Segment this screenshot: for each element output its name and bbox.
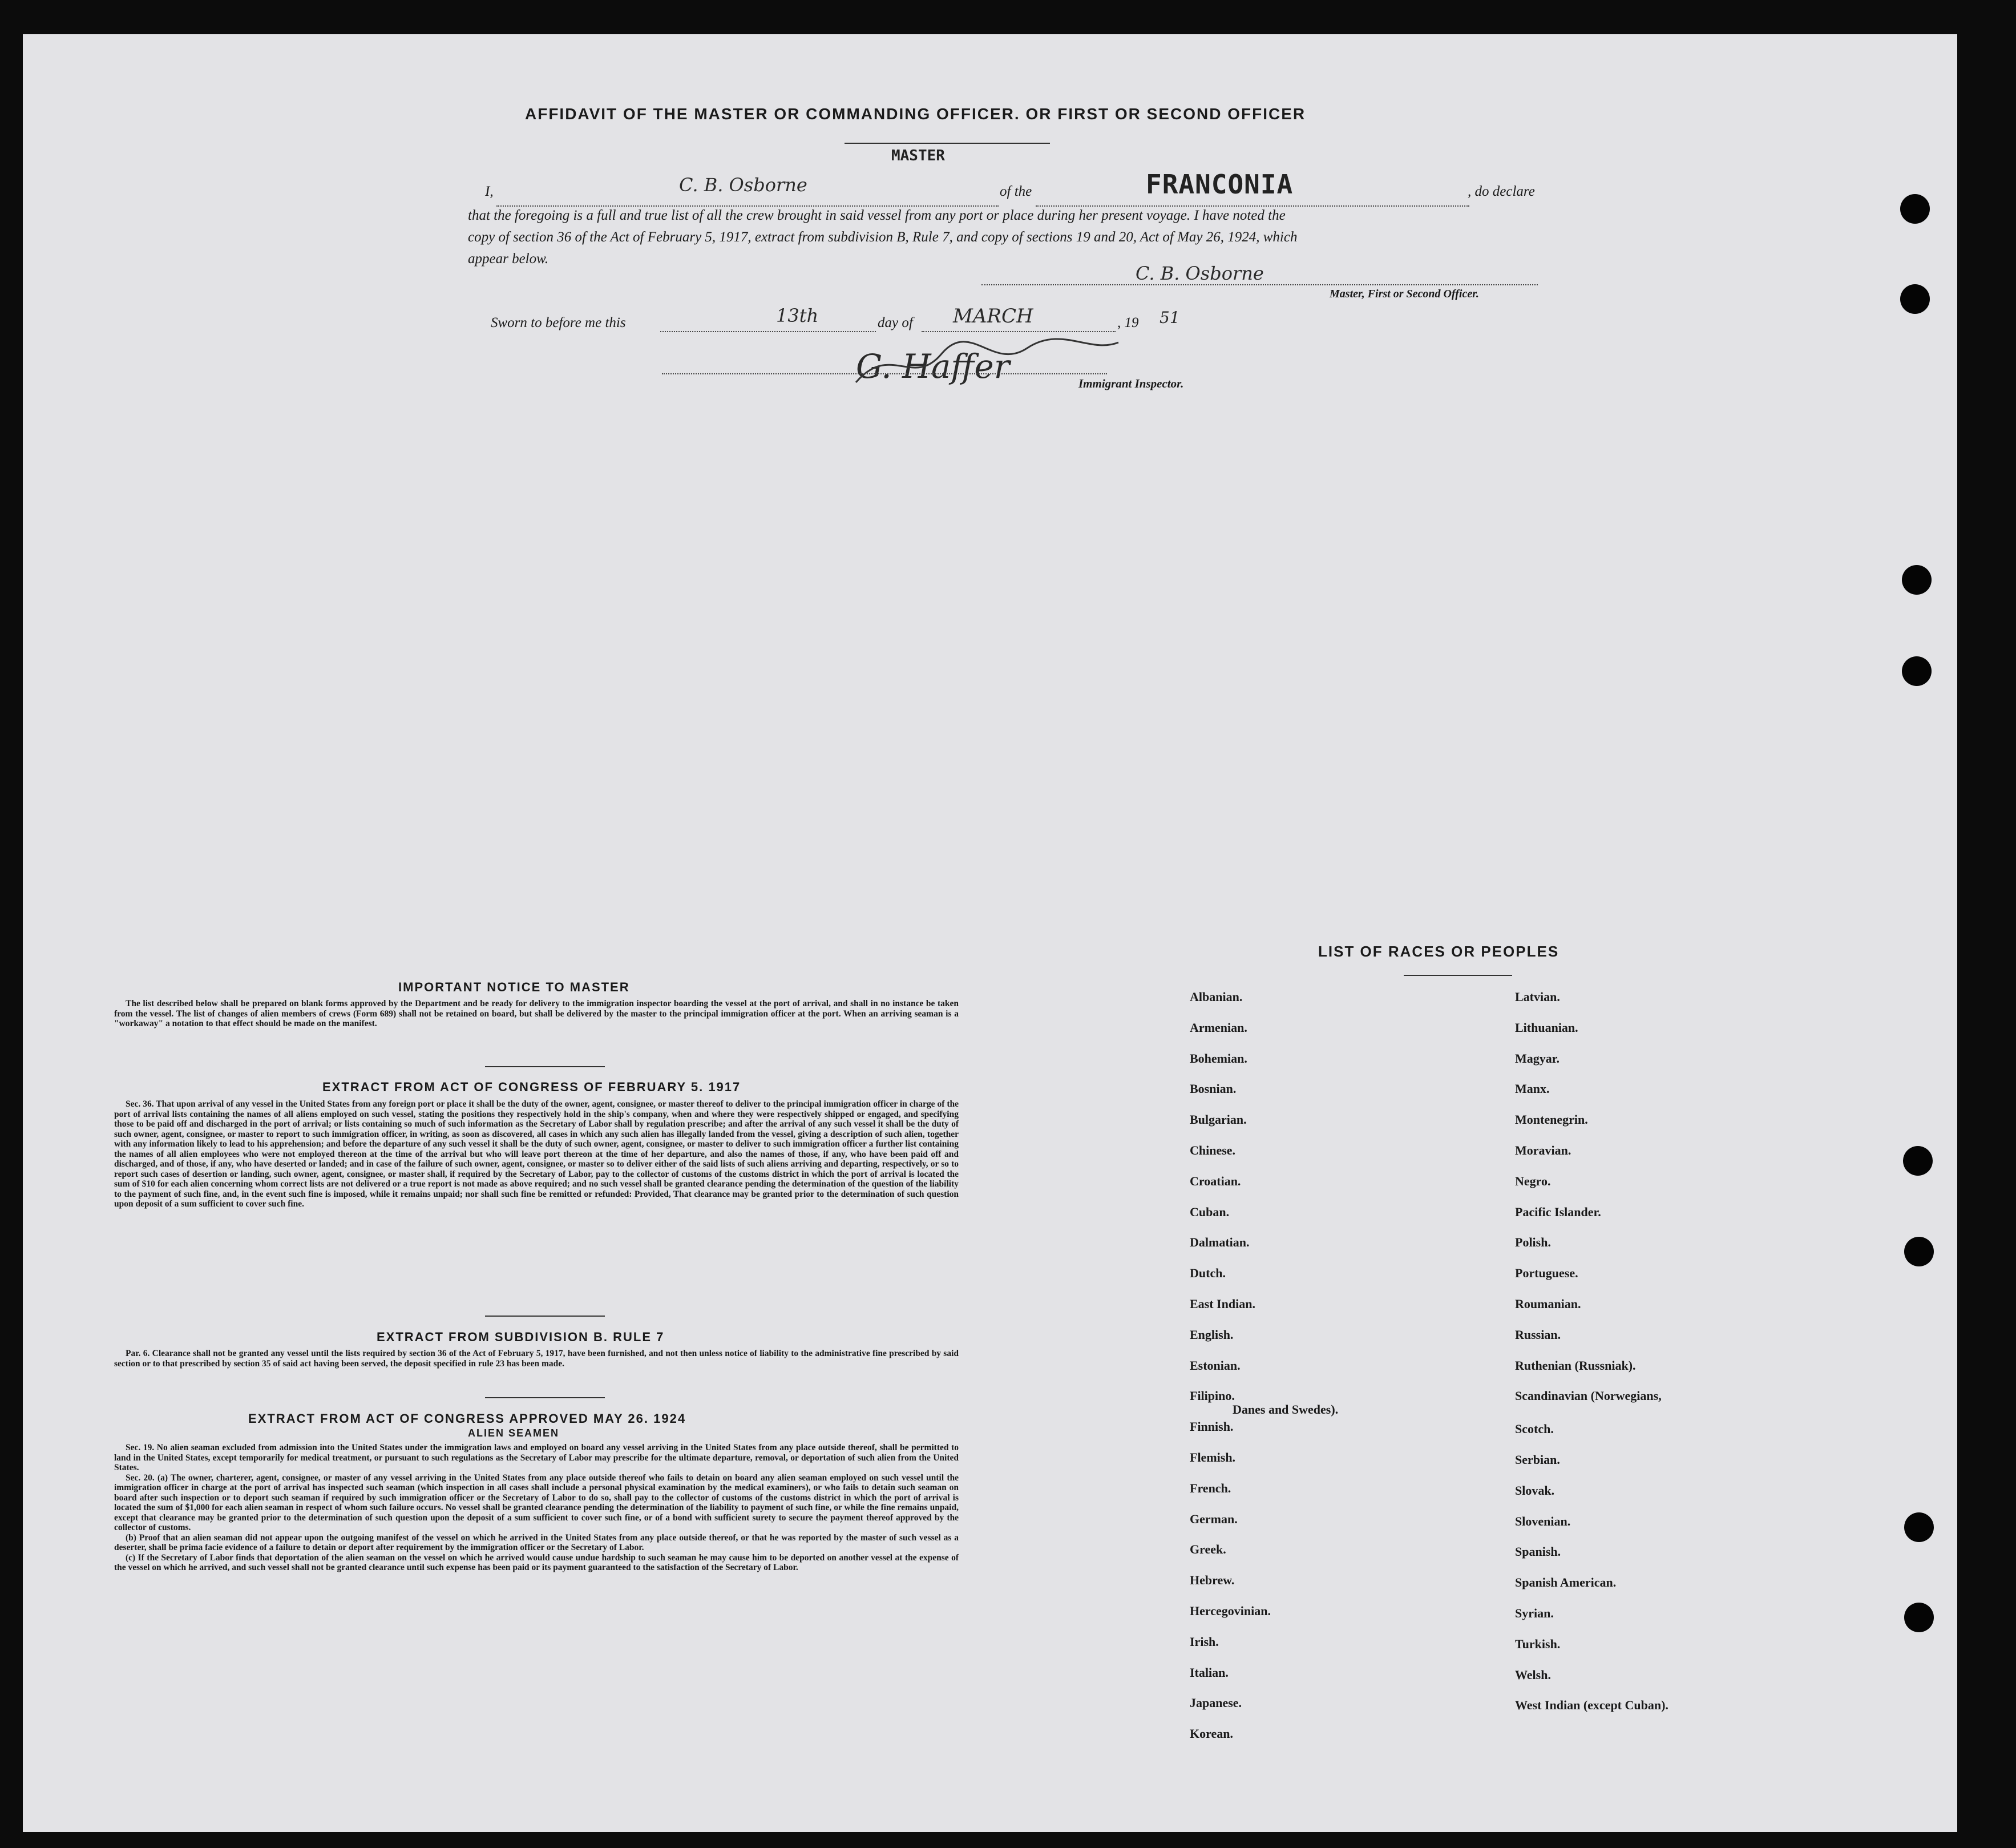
race-item: French. (1190, 1480, 1231, 1495)
race-item: Japanese. (1190, 1696, 1242, 1710)
race-item: Montenegrin. (1515, 1112, 1588, 1127)
race-item: Bulgarian. (1190, 1112, 1247, 1127)
race-item: Slovak. (1515, 1483, 1555, 1498)
race-item: Welsh. (1515, 1667, 1551, 1682)
race-item: Estonian. (1190, 1358, 1241, 1373)
race-item: Bohemian. (1190, 1051, 1247, 1066)
affidavit-line-3: copy of section 36 of the Act of February 5, 1917, extract from subdivision B, Rule 7, and copy of sections 19 and 20, Act of May 26, 1924, which (468, 229, 1298, 245)
sworn-day-handwritten: 13th (776, 305, 819, 326)
race-item: Scandinavian (Norwegians, (1515, 1389, 1662, 1403)
extract-1924-subtitle: ALIEN SEAMEN (468, 1427, 560, 1439)
extract-1924-title: EXTRACT FROM ACT OF CONGRESS APPROVED MAY 26. 1924 (248, 1411, 686, 1426)
extract-1924-body (114, 1443, 959, 1573)
race-item: Slovenian. (1515, 1514, 1571, 1528)
race-item: Lithuanian. (1515, 1020, 1578, 1035)
race-item: Armenian. (1190, 1020, 1247, 1035)
master-signature: C. B. Osborne (1136, 263, 1264, 284)
race-item: Magyar. (1515, 1051, 1560, 1066)
race-item: Roumanian. (1515, 1297, 1581, 1311)
race-item: West Indian (except Cuban). (1515, 1698, 1668, 1713)
section-rule (485, 1397, 605, 1398)
race-item: Albanian. (1190, 990, 1243, 1004)
punch-hole (1902, 656, 1932, 686)
race-item: Flemish. (1190, 1450, 1236, 1464)
race-item: Moravian. (1515, 1143, 1571, 1157)
race-item: Scotch. (1515, 1422, 1554, 1437)
document-sheet (23, 34, 1957, 1832)
extract-1917-body (114, 1099, 959, 1209)
race-item: Dalmatian. (1190, 1235, 1250, 1250)
race-item: Filipino. (1190, 1389, 1235, 1403)
race-item: Ruthenian (Russniak). (1515, 1358, 1636, 1373)
inspector-signature: G. Haffer (856, 347, 1010, 386)
name-line (496, 205, 999, 207)
i-label: I, (485, 184, 494, 199)
race-item: Syrian. (1515, 1606, 1554, 1620)
signature-caption: Master, First or Second Officer. (1330, 288, 1479, 300)
signature-line (981, 284, 1538, 285)
sworn-day-line (660, 331, 876, 332)
sworn-month-handwritten: MARCH (953, 305, 1033, 328)
race-item: Hebrew. (1190, 1573, 1235, 1588)
sec-20b-paragraph: (b) Proof that an alien seaman did not appear upon the outgoing manifest of the vessel on which he arrived in the United States from any place outside thereof, or that he was reported by the master of such vessel as a deserter, shall be prima facie evidence of a failure to detain or deport after requirement by the immigration officer or the Secretary of Labor. (114, 1532, 959, 1552)
section-36-paragraph: Sec. 36. That upon arrival of any vessel in the United States from any foreign port or place it shall be the duty of the owner, agent, consignee, or master thereof to deliver to the principal immigration officer in charge of the port of arrival lists containing the names of all aliens employed on such vessel, stating the positions they respectively hold in the ship's company, when and where they were respectively shipped or engaged, and specifying those to be paid off and discharged in the port of arrival; or lists containing so much of such information as the Secretary of Labor shall by regulation prescribe; and after the arrival of any such vessel it shall be the duty of such owner, agent, consignee, or master to report to such immigration officer, in writing, as soon as discovered, all cases in which any such alien has illegally landed from the vessel, giving a description of such alien, together with any information likely to lead to his apprehension; and before the departure of any such vessel it shall be the duty of such owner, agent, consignee, or master to deliver to such immigration officer a further list containing the names of all alien employees who were not employed thereon at the time of the arrival but who will leave port thereon at the time of her departure, and also the names of those, if any, who have been paid off and discharged, and of those, if any, who have deserted or landed; and in case of the failure of such owner, agent, consignee, or master so to deliver either of the said lists of such aliens arriving and departing, respectively, or so to report such cases of desertion or landing, such owner, agent, consignee, or master shall, if required by the Secretary of Labor, pay to the collector of customs of the customs district in which the port of arrival is located the sum of $10 for each alien concerning whom correct lists are not delivered or a true report is not made as above required; and no such vessel shall be granted clearance pending the determination of the question of the liability to the payment of such fine, and, in the event such fine is imposed, while it remains unpaid; nor shall such fine be remitted or refunded: Provided, That clearance may be granted prior to the determination of such question upon deposit of a sum sufficient to cover such fine. (114, 1099, 959, 1209)
punch-hole (1904, 1603, 1934, 1632)
day-of-label: day of (878, 315, 913, 330)
race-item: Korean. (1190, 1726, 1233, 1741)
notice-title: IMPORTANT NOTICE TO MASTER (398, 980, 630, 994)
vessel-line (1036, 205, 1469, 207)
race-item: Croatian. (1190, 1173, 1241, 1188)
race-item: Greek. (1190, 1542, 1226, 1557)
punch-hole (1904, 1512, 1934, 1542)
race-item: Chinese. (1190, 1143, 1236, 1157)
punch-hole (1900, 284, 1930, 314)
race-item: East Indian. (1190, 1297, 1255, 1311)
punch-hole (1900, 194, 1930, 224)
race-item: Spanish. (1515, 1544, 1561, 1559)
race-item: Polish. (1515, 1235, 1551, 1250)
master-name-handwritten: C. B. Osborne (679, 174, 807, 196)
title-rule (845, 143, 1050, 144)
rank-stamp: MASTER (891, 147, 945, 164)
extract-rule7-body (114, 1349, 959, 1369)
of-the-label: of the (1000, 184, 1032, 199)
sworn-label: Sworn to before me this (491, 315, 626, 330)
race-item: Finnish. (1190, 1419, 1234, 1434)
race-item: Cuban. (1190, 1204, 1230, 1219)
punch-hole (1903, 1146, 1933, 1176)
race-item: Irish. (1190, 1634, 1219, 1649)
race-item: Italian. (1190, 1665, 1229, 1680)
section-rule (485, 1316, 605, 1317)
race-item: Latvian. (1515, 990, 1560, 1004)
race-item: Manx. (1515, 1082, 1550, 1096)
sec-20a-paragraph: Sec. 20. (a) The owner, charterer, agent, consignee, or master of any vessel arriving in the United States from any place outside thereof who fails to detain on board any alien seaman employed on such vessel until the immigration officer in charge at the port of arrival has inspected such seaman (which inspection in all cases shall include a personal physical examination by the medical examiners), or who fails to detain such seaman on board after such inspection or to deport such seaman if required by such immigration officer or the Secretary of Labor to do so, shall pay to the collector of customs of the customs district in which the port of arrival is located the sum of $1,000 for each alien seaman in respect of whom such failure occurs. No vessel shall be granted clearance pending the determination of the liability to payment of such fine, or while the fine remains unpaid, except that clearance may be granted prior to the determination of such question upon the deposit of a sum sufficient to cover such fine, or of a bond with sufficient surety to secure the payment thereof approved by the collector of customs. (114, 1472, 959, 1532)
race-item: Serbian. (1515, 1452, 1560, 1467)
race-item: Spanish American. (1515, 1575, 1617, 1590)
inspector-caption: Immigrant Inspector. (1078, 377, 1184, 390)
race-item: Dutch. (1190, 1266, 1226, 1281)
inspector-line (662, 373, 1107, 374)
race-item: German. (1190, 1511, 1238, 1526)
year-prefix: , 19 (1117, 315, 1139, 330)
do-declare-label: , do declare (1468, 184, 1535, 199)
race-item: Portuguese. (1515, 1266, 1578, 1281)
sec-20c-paragraph: (c) If the Secretary of Labor finds that deportation of the alien seaman on the vessel on which he arrived would cause undue hardship to such seaman he may cause him to be deported on another vessel at the expense of the vessel on which he arrived, and such vessel shall not be granted clearance until such expense has been paid or its payment guaranteed to the satisfaction of the Secretary of Labor. (114, 1552, 959, 1572)
vessel-name-stamp: FRANCONIA (1146, 169, 1294, 200)
sec-19-paragraph: Sec. 19. No alien seaman excluded from admission into the United States under the immigration laws and employed on board any vessel arriving in the United States from any place outside thereof, shall be permitted to land in the United States, except temporarily for medical treatment, or pursuant to such regulations as the Secretary of Labor may prescribe for the ultimate departure, removal, or deportation of such alien from the United States. (114, 1443, 959, 1472)
extract-1917-title: EXTRACT FROM ACT OF CONGRESS OF FEBRUARY 5. 1917 (322, 1080, 741, 1094)
race-item: English. (1190, 1327, 1234, 1342)
notice-body (114, 999, 959, 1029)
punch-hole (1904, 1237, 1934, 1266)
affidavit-title: AFFIDAVIT OF THE MASTER OR COMMANDING OFFICER. OR FIRST OR SECOND OFFICER (525, 105, 1306, 123)
affidavit-line-4: appear below. (468, 251, 549, 267)
race-item: Pacific Islander. (1515, 1204, 1601, 1219)
extract-rule7-title: EXTRACT FROM SUBDIVISION B. RULE 7 (377, 1330, 665, 1344)
race-item: Russian. (1515, 1327, 1561, 1342)
affidavit-line-2: that the foregoing is a full and true list of all the crew brought in said vessel from any port or place during her present voyage. I have noted the (468, 208, 1286, 223)
race-item: Hercegovinian. (1190, 1604, 1271, 1618)
races-title-rule (1404, 975, 1512, 976)
par-6-paragraph: Par. 6. Clearance shall not be granted any vessel until the lists required by section 36 of the Act of February 5, 1917, have been furnished, and not then unless notice of liability to the administrative fine prescribed by said section or to that prescribed by section 35 of said act having been served, the deposit specified in rule 23 has been made. (114, 1349, 959, 1369)
notice-paragraph: The list described below shall be prepared on blank forms approved by the Department and be ready for delivery to the immigration inspector boarding the vessel at the port of arrival, and shall in no instance be taken from the vessel. The list of changes of alien members of crews (Form 689) shall not be retained on board, but shall be delivered by the master to the principal immigration officer at the port. When an arriving seaman is a "workaway" a notation to that effect should be made on the manifest. (114, 999, 959, 1028)
race-item: Danes and Swedes). (1233, 1402, 1339, 1417)
section-rule (485, 1066, 605, 1067)
race-item: Negro. (1515, 1173, 1551, 1188)
race-item: Bosnian. (1190, 1082, 1237, 1096)
race-item: Turkish. (1515, 1636, 1561, 1651)
races-title: LIST OF RACES OR PEOPLES (1318, 943, 1560, 960)
year-handwritten: 51 (1159, 308, 1180, 327)
punch-hole (1902, 565, 1932, 595)
